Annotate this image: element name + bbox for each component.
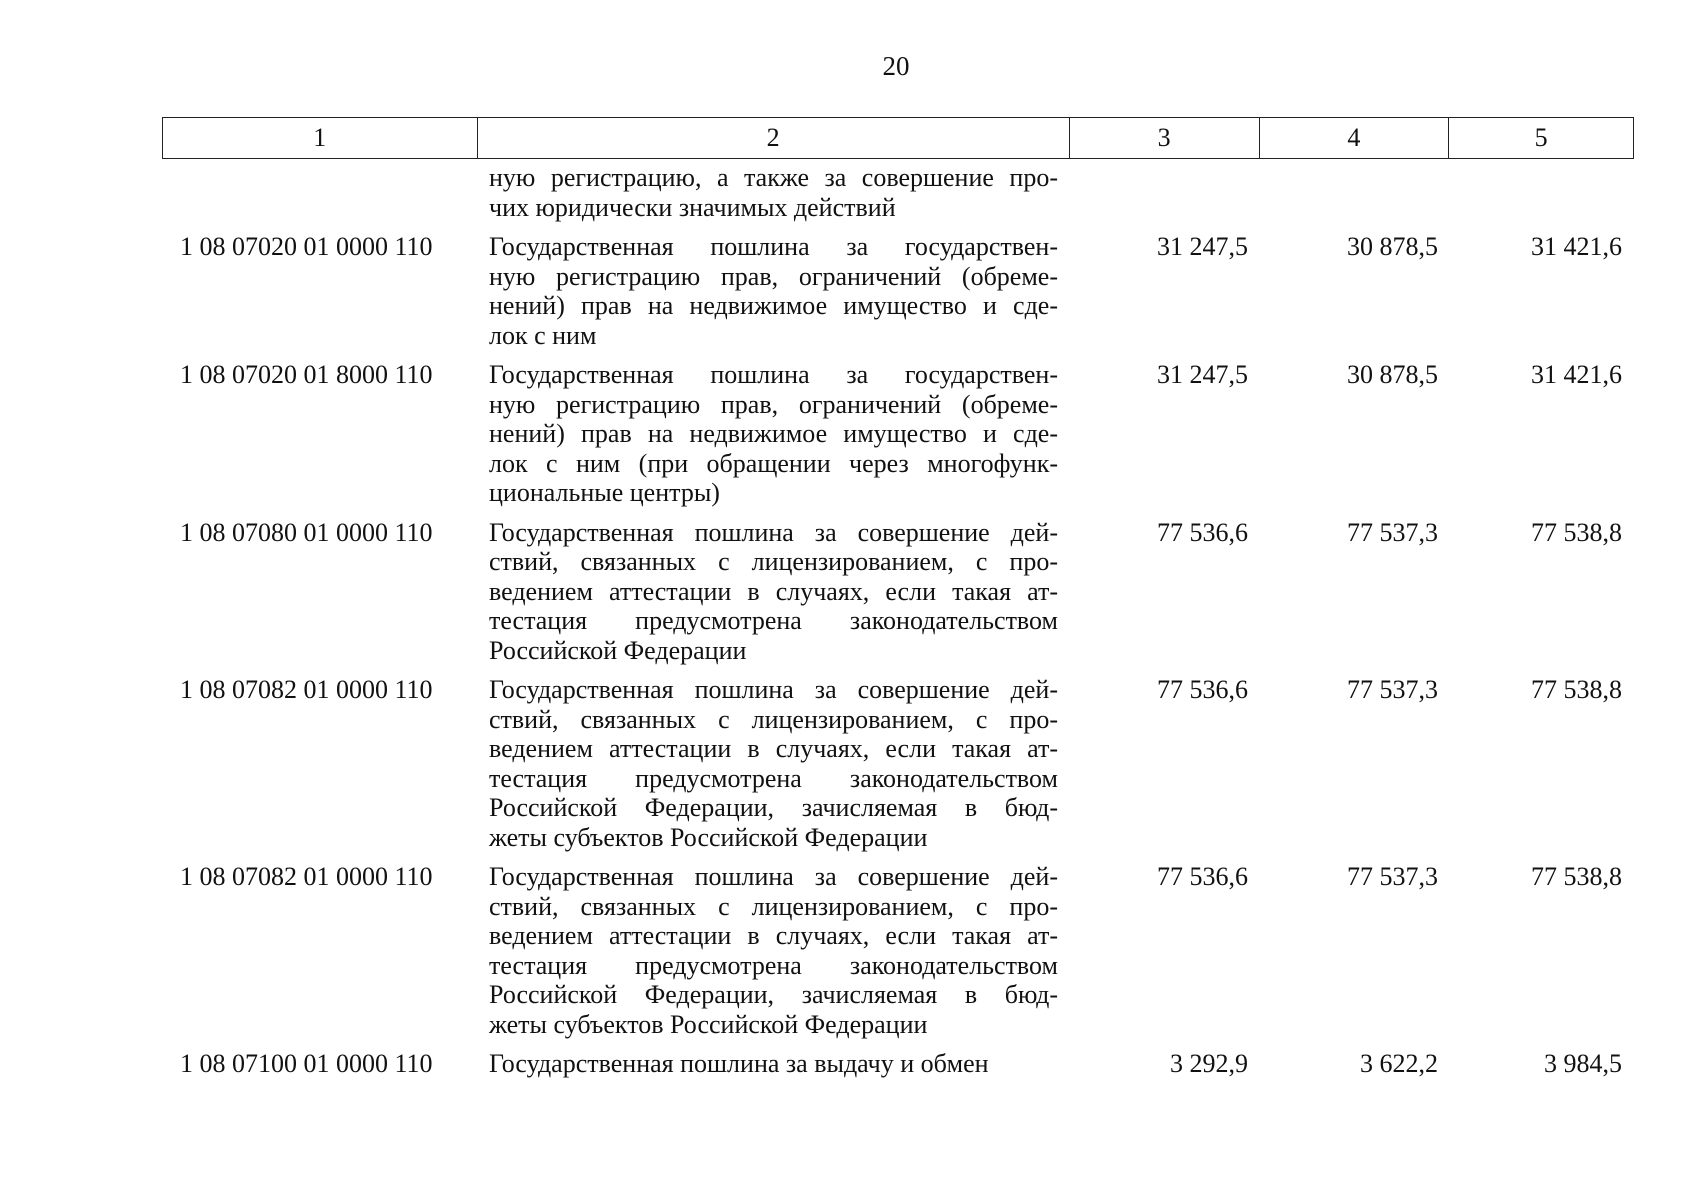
row-value-col-3: 3 292,9 <box>1170 1049 1248 1078</box>
description-line: тестация предусмотрена законодательством <box>489 950 1058 980</box>
description-line: ведением аттестации в случаях, если такая ат- <box>489 921 1058 950</box>
row-description <box>477 163 1070 222</box>
description-line: Российской Федерации, зачисляемая в бюд- <box>489 980 1058 1009</box>
description-line: ствий, связанных с лицензированием, с про- <box>489 891 1058 921</box>
row-description <box>477 675 1070 852</box>
description-line: ведением аттестации в случаях, если такая ат- <box>489 734 1058 763</box>
header-col-1: 1 <box>163 118 478 158</box>
row-value-col-5: 77 538,8 <box>1531 862 1622 891</box>
description-line: Российской Федерации <box>489 635 747 665</box>
header-col-5: 5 <box>1534 123 1548 152</box>
budget-table <box>162 117 1634 1079</box>
row-description <box>477 518 1070 666</box>
row-value-col-4: 30 878,5 <box>1347 232 1438 261</box>
row-value-col-5: 31 421,6 <box>1531 360 1622 389</box>
description-line: нений) прав на недвижимое имущество и сде- <box>489 291 1058 320</box>
row-code: 1 08 07020 01 0000 110 <box>180 232 433 261</box>
row-description <box>477 1049 1070 1079</box>
description-line: ную регистрацию, а также за совершение про- <box>489 163 1058 192</box>
description-line: Государственная пошлина за государствен- <box>489 232 1058 261</box>
row-value-col-5: 77 538,8 <box>1531 517 1622 547</box>
row-value-col-4: 3 622,2 <box>1360 1049 1438 1078</box>
row-value-col-4 <box>1260 163 1450 222</box>
description-line: Государственная пошлина за государствен- <box>489 360 1058 389</box>
description-line: Российской Федерации, зачисляемая в бюд- <box>489 793 1058 822</box>
row-code: 1 08 07080 01 0000 110 <box>180 517 433 547</box>
table-row <box>162 360 1634 508</box>
row-value-col-4: 30 878,5 <box>1347 360 1438 389</box>
description-line: Государственная пошлина за выдачу и обмен <box>489 1049 989 1078</box>
table-body <box>162 163 1634 1079</box>
table-row <box>162 163 1634 222</box>
description-line: жеты субъектов Российской Федерации <box>489 822 928 852</box>
row-value-col-3: 31 247,5 <box>1157 232 1248 261</box>
row-value-col-3: 77 536,6 <box>1157 675 1248 704</box>
description-line: Государственная пошлина за совершение дей- <box>489 675 1058 704</box>
description-line: Государственная пошлина за совершение дей- <box>489 862 1058 891</box>
row-value-col-3: 31 247,5 <box>1157 360 1248 389</box>
row-value-col-3: 77 536,6 <box>1157 862 1248 891</box>
row-description <box>477 360 1070 508</box>
header-col-3: 3 <box>1070 118 1260 158</box>
table-row <box>162 675 1634 852</box>
row-code: 1 08 07082 01 0000 110 <box>180 675 433 704</box>
description-line: чих юридически значимых действий <box>489 192 896 222</box>
description-line: нений) прав на недвижимое имущество и сде- <box>489 419 1058 448</box>
row-value-col-5: 77 538,8 <box>1531 675 1622 704</box>
table-row <box>162 862 1634 1039</box>
description-line: ствий, связанных с лицензированием, с про- <box>489 704 1058 734</box>
description-line: ную регистрацию прав, ограничений (обреме- <box>489 261 1058 291</box>
row-code: 1 08 07020 01 8000 110 <box>180 360 433 389</box>
row-value-col-3: 77 536,6 <box>1157 517 1248 547</box>
row-code: 1 08 07100 01 0000 110 <box>180 1049 433 1078</box>
description-line: ную регистрацию прав, ограничений (обреме- <box>489 389 1058 419</box>
row-value-col-5 <box>1450 163 1634 222</box>
description-line: тестация предусмотрена законодательством <box>489 763 1058 793</box>
row-description <box>477 862 1070 1039</box>
row-description <box>477 232 1070 350</box>
description-line: лок с ним (при обращении через многофунк- <box>489 448 1058 478</box>
row-code <box>162 163 477 222</box>
header-col-4: 4 <box>1260 118 1450 158</box>
description-line: ведением аттестации в случаях, если такая ат- <box>489 576 1058 606</box>
description-line: Государственная пошлина за совершение дей- <box>489 517 1058 547</box>
row-value-col-4: 77 537,3 <box>1347 675 1438 704</box>
row-value-col-5: 31 421,6 <box>1531 232 1622 261</box>
row-value-col-4: 77 537,3 <box>1347 517 1438 547</box>
row-value-col-3 <box>1070 163 1260 222</box>
description-line: ствий, связанных с лицензированием, с про- <box>489 547 1058 576</box>
row-value-col-4: 77 537,3 <box>1347 862 1438 891</box>
table-row <box>162 518 1634 666</box>
description-line: жеты субъектов Российской Федерации <box>489 1009 928 1039</box>
description-line: тестация предусмотрена законодательством <box>489 606 1058 635</box>
page-number: 20 <box>882 51 910 81</box>
header-col-2: 2 <box>478 118 1070 158</box>
table-row <box>162 232 1634 350</box>
table-header-row <box>162 117 1634 159</box>
row-code: 1 08 07082 01 0000 110 <box>180 862 433 891</box>
description-line: циональные центры) <box>489 478 720 507</box>
table-row <box>162 1049 1634 1079</box>
row-value-col-5: 3 984,5 <box>1544 1049 1622 1078</box>
description-line: лок с ним <box>489 320 597 350</box>
